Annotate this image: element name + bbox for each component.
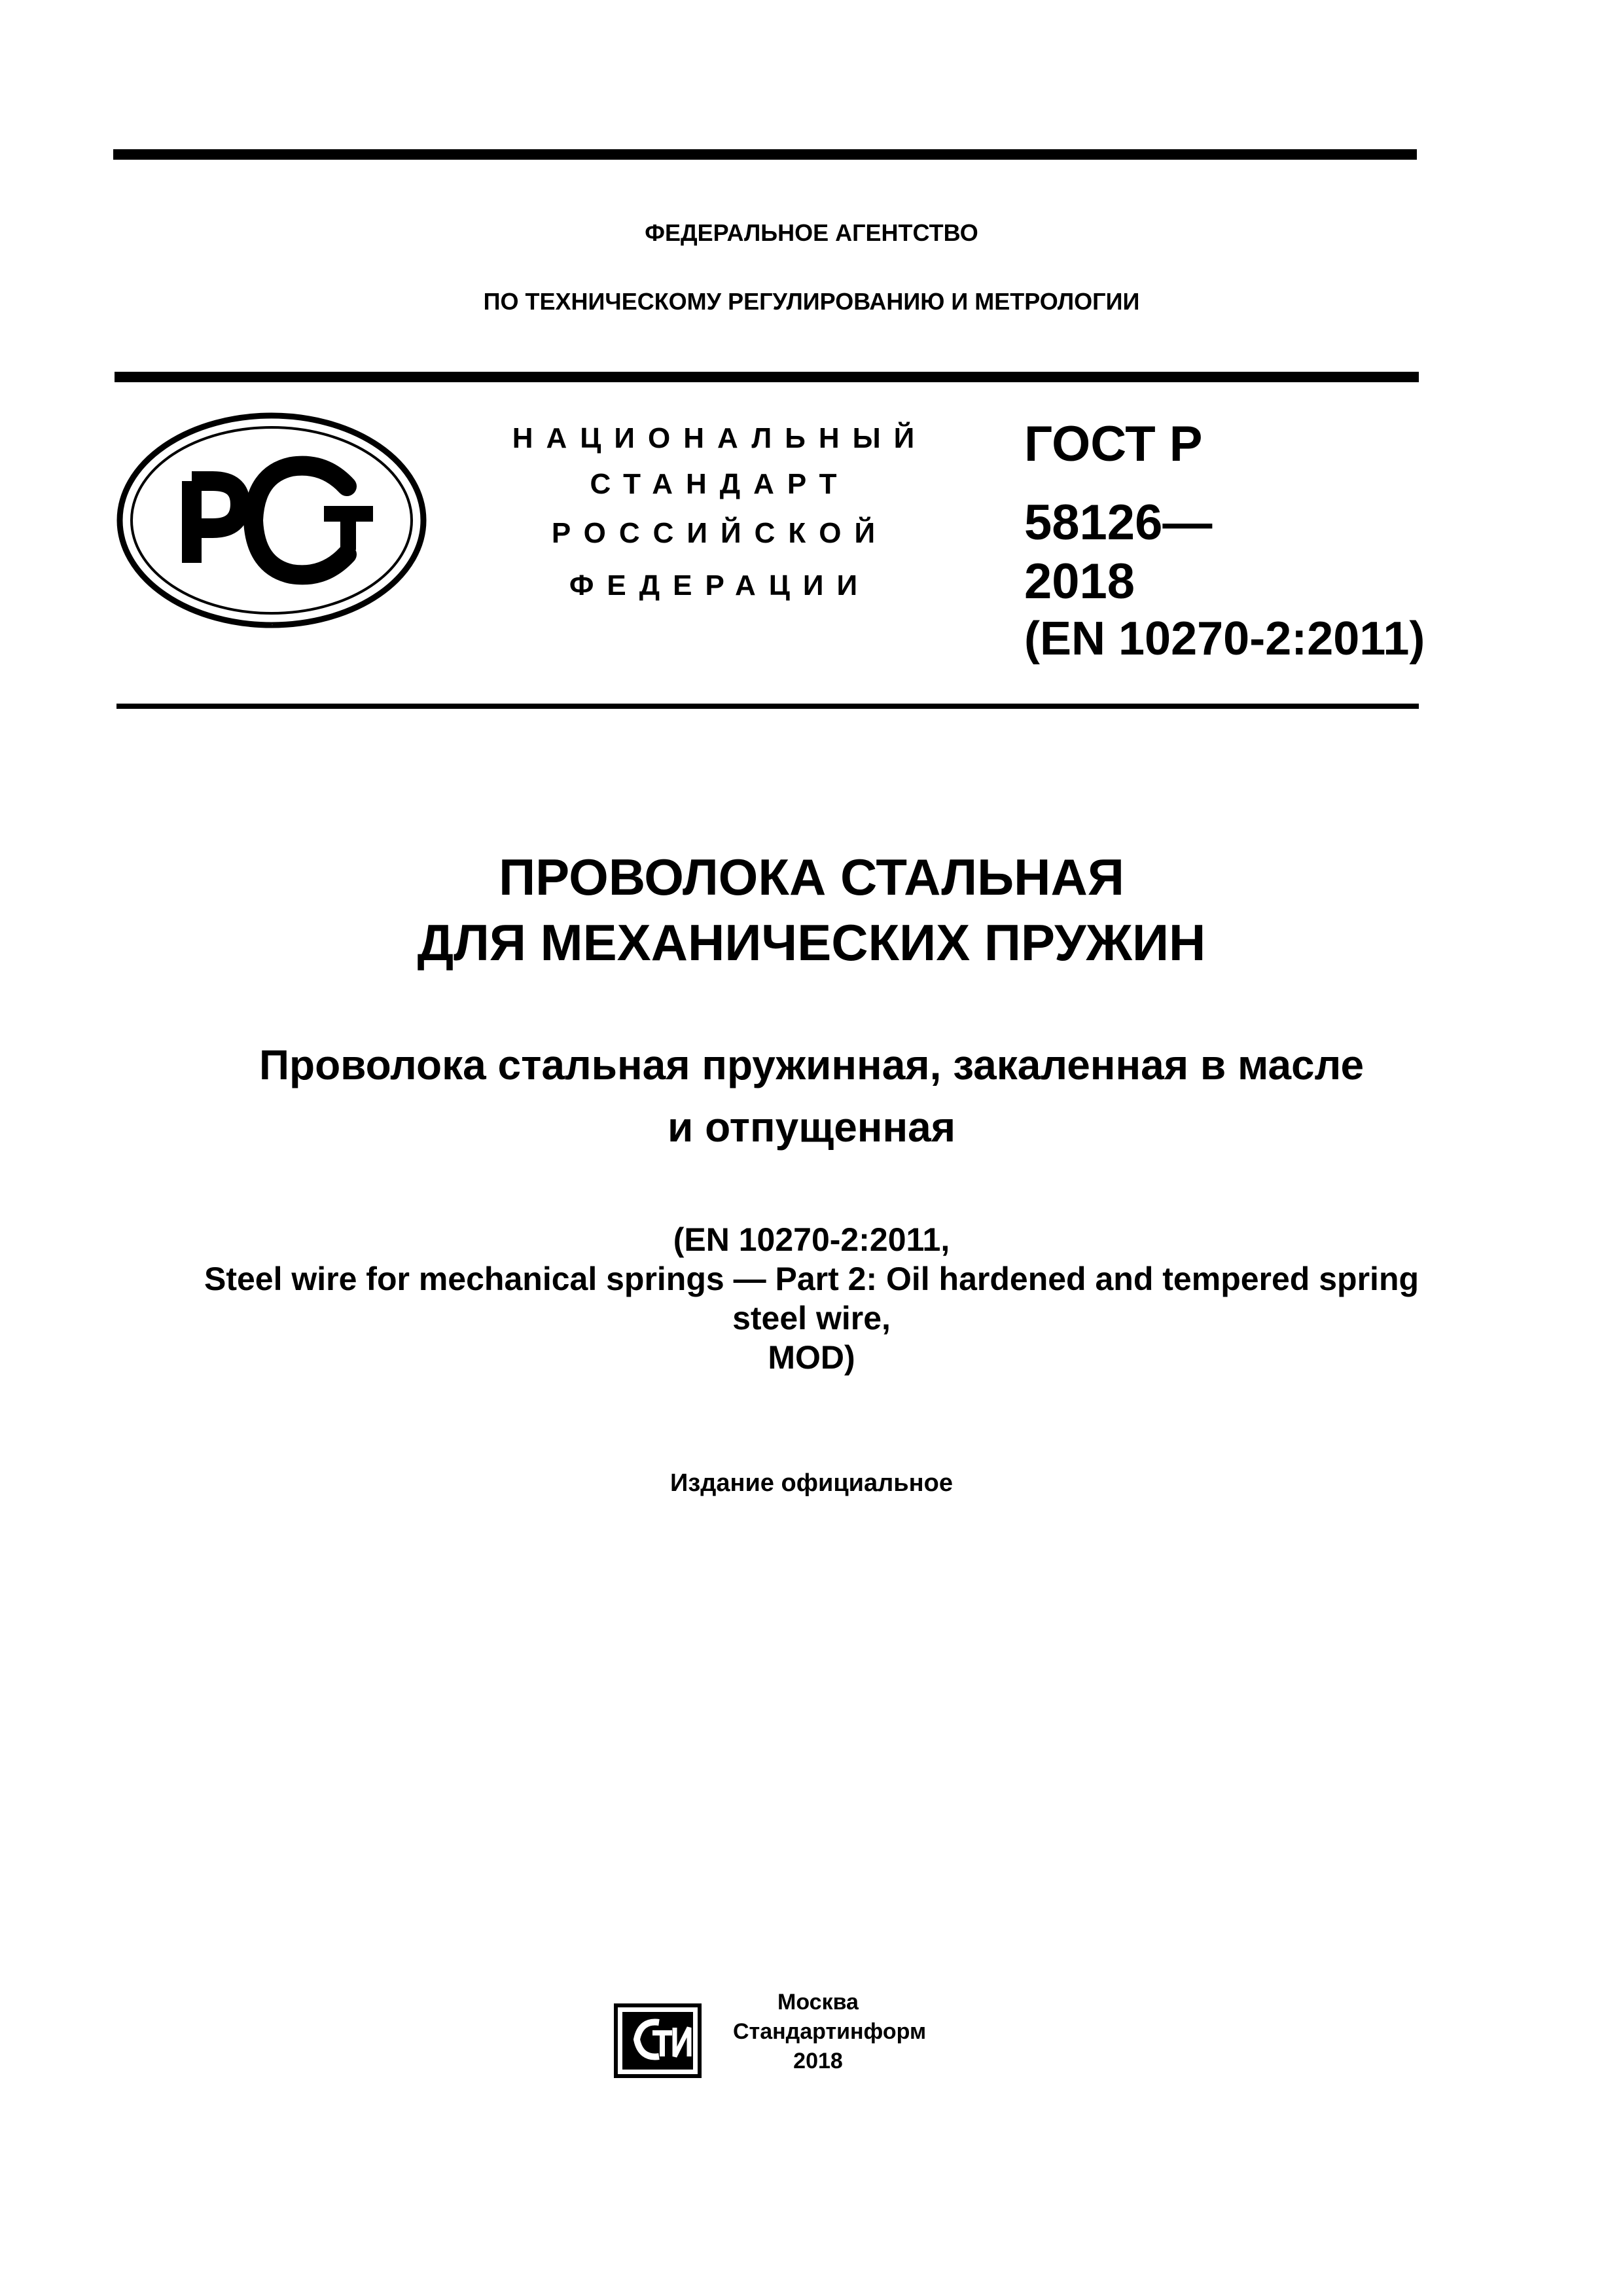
en-reference-line-4: MOD): [768, 1339, 855, 1376]
gost-designation-line-4: (EN 10270-2:2011): [1024, 613, 1425, 665]
document-subtitle-line-1: Проволока стальная пружинная, закаленная в масле: [259, 1041, 1364, 1088]
publisher-city: Москва: [777, 1990, 859, 2015]
en-reference-line-1: (EN 10270-2:2011,: [673, 1221, 950, 1258]
document-title-line-1: ПРОВОЛОКА СТАЛЬНАЯ: [499, 848, 1124, 906]
gost-designation-line-1: ГОСТ Р: [1024, 416, 1203, 472]
agency-rule: [115, 372, 1419, 382]
national-standard-line-4: ФЕДЕРАЦИИ: [569, 569, 871, 601]
en-reference-line-3: steel wire,: [732, 1300, 891, 1336]
edition-label: Издание официальное: [670, 1469, 953, 1497]
publisher-name: Стандартинформ: [733, 2019, 927, 2044]
header-rule: [116, 704, 1419, 709]
agency-line-1: ФЕДЕРАЛЬНОЕ АГЕНТСТВО: [645, 219, 978, 246]
publisher-year: 2018: [793, 2049, 843, 2073]
document-title-line-2: ДЛЯ МЕХАНИЧЕСКИХ ПРУЖИН: [417, 914, 1206, 971]
en-reference-line-2: Steel wire for mechanical springs — Part 2: Oil hardened and tempered spring: [204, 1261, 1419, 1297]
national-standard-line-2: СТАНДАРТ: [590, 468, 850, 500]
document-subtitle-line-2: и отпущенная: [667, 1103, 956, 1151]
agency-line-2: ПО ТЕХНИЧЕСКОМУ РЕГУЛИРОВАНИЮ И МЕТРОЛОГИИ: [483, 288, 1140, 315]
national-standard-line-3: РОССИЙСКОЙ: [551, 517, 889, 549]
gost-designation-line-2: 58126—: [1024, 495, 1213, 550]
svg-text:РСТ: РСТ: [272, 625, 273, 626]
svg-text:СТИ: СТИ: [658, 2080, 660, 2081]
top-rule: [113, 149, 1417, 160]
national-standard-line-1: НАЦИОНАЛЬНЫЙ: [512, 422, 928, 454]
gost-designation-line-3: 2018: [1024, 554, 1135, 609]
rst-conformity-mark-icon: [115, 409, 429, 635]
standartinform-logo-icon: [612, 1996, 710, 2085]
